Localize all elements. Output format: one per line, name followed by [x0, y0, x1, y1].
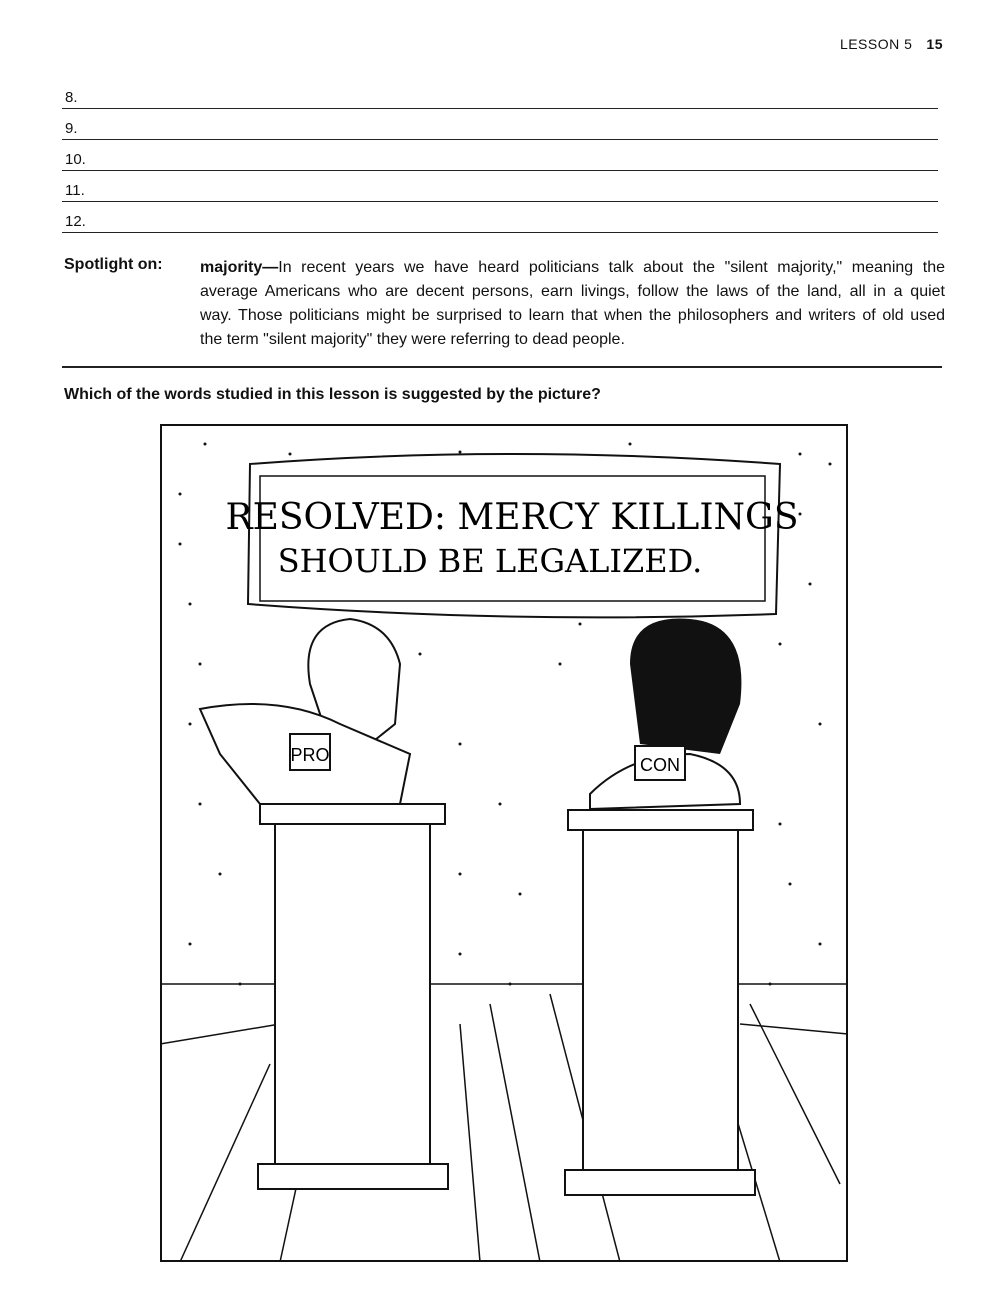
spotlight-line: way. Those politicians might be surprised to learn that when the philosophers and writers of old used: [200, 307, 945, 324]
podium-left: [258, 804, 448, 1189]
answer-line-12[interactable]: [62, 204, 938, 233]
spotlight-line: average Americans who are decent persons, earn livings, follow the laws of the land, all in a quiet: [200, 283, 945, 300]
answer-number: 10.: [65, 151, 86, 168]
answer-number: 12.: [65, 213, 86, 230]
spotlight-label: Spotlight on:: [64, 256, 163, 273]
answer-number: 9.: [65, 120, 78, 137]
lesson-label: LESSON 5: [839, 36, 913, 52]
spotlight-line: the term "silent majority" they were referring to dead people.: [200, 331, 625, 348]
pro-sign: PRO: [290, 745, 330, 765]
question-text: Which of the words studied in this lesson is suggested by the picture?: [64, 386, 601, 403]
con-sign: CON: [640, 755, 680, 775]
answer-line-8[interactable]: [62, 80, 938, 109]
banner-line-2: SHOULD BE LEGALIZED.: [277, 542, 703, 580]
answer-line-9[interactable]: [62, 111, 938, 140]
debate-illustration: [160, 424, 848, 1262]
banner: [226, 454, 799, 617]
answer-line-10[interactable]: [62, 142, 938, 171]
divider: [62, 366, 942, 368]
banner-line-1: RESOLVED: MERCY KILLINGS: [225, 497, 799, 538]
page-header: [840, 36, 943, 52]
answer-number: 8.: [65, 89, 78, 106]
answer-line-11[interactable]: [62, 173, 938, 202]
page-number: 15: [926, 36, 943, 52]
spotlight-text: [200, 256, 945, 352]
podium-right: [565, 810, 755, 1195]
spotlight-term: majority—: [200, 259, 279, 276]
spotlight-line: In recent years we have heard politicians talk about the "silent majority," meaning the: [278, 259, 945, 276]
answer-number: 11.: [65, 182, 85, 199]
